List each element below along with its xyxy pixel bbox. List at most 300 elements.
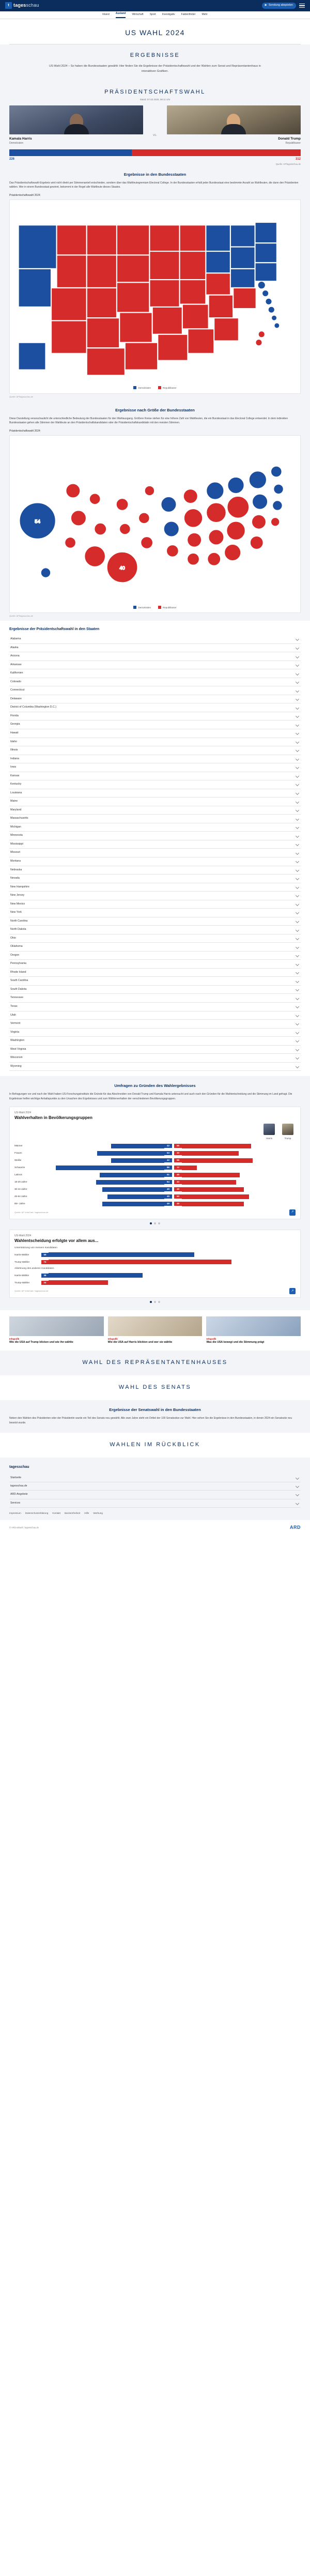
chart1-values: 49 49 — [164, 1202, 182, 1206]
state-accordion-label: Arkansas — [10, 663, 22, 666]
state-accordion-item[interactable] — [9, 1054, 301, 1063]
map-size-heading: Ergebnisse nach Größe der Bundesstaaten — [115, 407, 195, 412]
footer-link[interactable]: Kontakt — [52, 1511, 60, 1514]
chevron-down-icon — [296, 1005, 299, 1008]
chart1-bar-row — [14, 1143, 296, 1149]
footer-title: tagesschau — [9, 1465, 29, 1469]
chevron-down-icon — [296, 885, 299, 889]
map-electoral-credit: Quelle: AP/tagesschau.de — [9, 395, 34, 398]
chart2-bar-row — [14, 1252, 296, 1258]
state-accordion-item[interactable] — [9, 1037, 301, 1046]
chart1-category-label: Weiße — [14, 1158, 22, 1161]
chart2-bar-row — [14, 1280, 296, 1285]
map-electoral-label: Präsidentschaftswahl 2024 — [9, 194, 40, 197]
electors-harris: 226 — [9, 158, 15, 161]
state-accordion-label: Hawaii — [10, 731, 19, 735]
chart1-bar-row — [14, 1201, 296, 1207]
chart1-legend-harris: Harris — [261, 1124, 277, 1141]
state-accordion-item[interactable] — [9, 875, 301, 883]
state-accordion-item[interactable] — [9, 1029, 301, 1037]
chevron-down-icon — [296, 706, 299, 710]
chart1-bar-rep — [182, 1194, 296, 1199]
chevron-down-icon — [296, 877, 299, 880]
state-accordion-label: Arizona — [10, 654, 20, 658]
chart1-bar-rep — [182, 1180, 296, 1185]
teaser-thumbnail-3 — [206, 1316, 301, 1336]
chevron-down-icon — [296, 860, 299, 863]
state-accordion-item[interactable] — [9, 755, 301, 764]
chart1-bar-rep — [182, 1202, 296, 1206]
footer-copyright: © ARD-aktuell / tagesschau.de — [9, 1526, 39, 1529]
chevron-down-icon — [296, 902, 299, 906]
chart2-item-bar — [49, 1280, 296, 1285]
chart2-plot — [14, 1247, 296, 1285]
state-accordion-item[interactable] — [9, 857, 301, 866]
state-accordion-item[interactable] — [9, 1063, 301, 1071]
state-accordion-item[interactable] — [9, 652, 301, 661]
senate-states-description: Neben den Wahlen des Präsidenten oder der Präsidentin wurde ein Teil des Senats neu gewählt. Alle zwei Jahre steht ein Drittel der 100 Senatssitze zur Wahl. Hier sehen Sie die Ergebnisse in den Bundesstaaten, in denen 2024 ein Senatssitz neu besetzt wurde. — [9, 1417, 292, 1424]
chart1-bar-row — [14, 1194, 296, 1200]
footer-accordion-item[interactable] — [9, 1491, 301, 1499]
chevron-down-icon — [296, 731, 299, 735]
state-accordion-item[interactable] — [9, 661, 301, 670]
state-accordion-label: New Jersey — [10, 894, 25, 897]
state-accordion-item[interactable] — [9, 952, 301, 960]
chevron-down-icon — [296, 748, 299, 752]
nav-item-ausland[interactable]: Ausland — [116, 12, 126, 18]
map-size-frame[interactable] — [9, 435, 301, 613]
state-accordion-label: Idaho — [10, 740, 17, 743]
teaser-card-2[interactable] — [108, 1316, 203, 1344]
chart1-bar-dem — [51, 1173, 164, 1177]
footer-item-label: ARD-Angebote — [10, 1493, 28, 1496]
state-accordion-label: Wisconsin — [10, 1056, 23, 1060]
state-accordion-label: Utah — [10, 1013, 16, 1017]
chevron-down-icon — [296, 680, 299, 684]
state-accordion-label: Ohio — [10, 936, 16, 940]
play-broadcast-button[interactable] — [262, 3, 296, 9]
chart2-item-bar — [49, 1260, 296, 1264]
state-accordion-label: Virginia — [10, 1030, 20, 1034]
state-accordion-item[interactable] — [9, 1046, 301, 1054]
chevron-down-icon — [296, 954, 299, 957]
state-accordion-label: Alaska — [10, 646, 19, 649]
share-icon-2[interactable]: ↗ — [289, 1288, 296, 1294]
state-accordion-item[interactable] — [9, 669, 301, 678]
chart2-title: Wahlentscheidung erfolgte vor allem aus... — [14, 1238, 99, 1243]
footer-link[interactable]: Hilfe — [84, 1511, 89, 1514]
state-accordion-item[interactable] — [9, 738, 301, 747]
state-accordion-item[interactable] — [9, 712, 301, 721]
legend-avatar-harris — [264, 1124, 275, 1135]
chart1-values: 49 49 — [164, 1187, 182, 1191]
chart1-bar-dem — [51, 1194, 164, 1199]
state-accordion-item[interactable] — [9, 798, 301, 806]
state-accordion-label: Wyoming — [10, 1064, 22, 1068]
teaser-tag-1: Infografik — [9, 1338, 20, 1341]
chart2-group-label: Unterstützung von meinem Kandidaten — [14, 1247, 57, 1250]
candidate-name-harris: Kamala Harris — [9, 137, 32, 141]
legend-rep: Republikaner — [158, 386, 177, 390]
chevron-down-icon — [296, 1065, 299, 1068]
footer-link[interactable]: Impressum — [9, 1511, 21, 1514]
state-accordion-label: New Mexico — [10, 902, 25, 906]
chevron-down-icon — [296, 637, 299, 641]
chevron-down-icon — [296, 971, 299, 974]
survey-heading: Umfragen zu Gründen des Wahlergebnisses — [114, 1083, 196, 1088]
versus-label — [143, 133, 166, 145]
chevron-down-icon — [296, 911, 299, 914]
chevron-down-icon — [296, 1501, 299, 1505]
nav-item-investigativ[interactable]: Investigativ — [162, 13, 175, 17]
state-accordion-item[interactable] — [9, 720, 301, 729]
state-accordion-label: Maine — [10, 800, 18, 803]
state-accordion-label: Delaware — [10, 697, 22, 700]
state-accordion-item[interactable] — [9, 780, 301, 789]
house-section-heading: WAHL DES REPRÄSENTANTENHAUSES — [0, 1351, 310, 1375]
page-title: US WAHL 2024 — [125, 28, 185, 37]
chevron-down-icon — [296, 817, 299, 821]
state-accordion-label: South Carolina — [10, 979, 28, 983]
chevron-down-icon — [296, 774, 299, 778]
state-accordion-label: Washington — [10, 1039, 25, 1042]
footer-accordion-item[interactable] — [9, 1474, 301, 1482]
state-accordion-item[interactable] — [9, 635, 301, 644]
chevron-down-icon — [296, 1048, 299, 1051]
electors-trump: 312 — [295, 158, 301, 161]
chart1-bar-rep — [182, 1158, 296, 1163]
chevron-down-icon — [296, 723, 299, 727]
play-icon: ▶ — [265, 4, 267, 7]
electoral-result-bar — [9, 149, 301, 156]
state-accordion-label: District of Columbia (Washington D.C.) — [10, 706, 56, 709]
candidate-name-trump: Donald Trump — [278, 137, 301, 141]
chart1-legend — [14, 1124, 296, 1141]
state-accordion-item[interactable] — [9, 977, 301, 986]
chevron-down-icon — [296, 765, 299, 769]
play-broadcast-label: Sendung abspielen — [268, 4, 293, 7]
map-electoral-description: Das Präsidentschaftswahl-Ergebnis wird nicht direkt per Stimmenanteil entschieden, sondern über das Wahlleutegremium Electoral College. In der Bundesstaaten erhält jeder Bundesstaat eine bestimmte Anzahl an Wahlleuten, die dann den Präsidenten wählen. Wer in einem Bundesstaat gewinnt, bekommt in der Regel alle Wahlleute dieses Staates. — [9, 181, 299, 189]
presidential-source: Quelle: AP/tagesschau.de — [275, 162, 301, 165]
states-accordion-list — [9, 635, 301, 1071]
footer-section — [0, 1458, 310, 1521]
state-accordion-item[interactable] — [9, 934, 301, 943]
state-accordion-label: South Dakota — [10, 987, 27, 991]
states-accordion-section — [0, 621, 310, 1076]
state-accordion-item[interactable] — [9, 1020, 301, 1029]
state-accordion-item[interactable] — [9, 1003, 301, 1011]
chart-card-vote-reason — [9, 1230, 301, 1298]
map-electoral-section — [0, 166, 310, 402]
teaser-tag-2: Infografik — [107, 1338, 118, 1341]
chevron-down-icon — [296, 757, 299, 761]
teaser-thumbnail-2 — [108, 1316, 203, 1336]
chart2-item-label: Trump-Wähler — [14, 1260, 30, 1263]
teaser-row — [0, 1310, 310, 1351]
chevron-down-icon — [296, 808, 299, 812]
chart2-bar-row — [14, 1272, 296, 1278]
state-accordion-item[interactable] — [9, 900, 301, 909]
chart1-values: 42 56 — [164, 1158, 182, 1162]
state-accordion-item[interactable] — [9, 943, 301, 952]
teaser-card-1[interactable] — [9, 1316, 104, 1344]
senate-section-heading: WAHL DES SENATS — [0, 1375, 310, 1400]
footer-item-label: Services — [10, 1501, 21, 1505]
site-logo[interactable] — [5, 2, 39, 9]
map-size-description: Diese Darstellung veranschaulicht die unterschiedliche Bedeutung der Bundesstaaten für den Wahlausgang. Größere Kreise stehen für eine höhere Zahl von Wahlleuten, die ein Bundesstaat in das Electoral College entsendet. In dem indirekten Bundesstaaten gehen alle Stimmen der Wahlleute an den Präsidentschaftskandidaten oder die Präsidentschaftskandidatin mit den meisten Stimmen. — [9, 417, 288, 425]
state-accordion-item[interactable] — [9, 806, 301, 815]
state-accordion-item[interactable] — [9, 1011, 301, 1020]
chart2-item-value: 24 — [41, 1281, 49, 1285]
state-accordion-label: Tennessee — [10, 996, 24, 1000]
state-accordion-item[interactable] — [9, 815, 301, 823]
chevron-down-icon — [296, 646, 299, 650]
state-accordion-label: Mississippi — [10, 842, 24, 846]
footer-links — [9, 1512, 301, 1515]
state-accordion-label: Nebraska — [10, 868, 22, 871]
state-accordion-item[interactable] — [9, 892, 301, 900]
chart1-bar-rep — [182, 1144, 296, 1148]
state-accordion-label: Iowa — [10, 765, 16, 769]
electoral-counts — [9, 157, 301, 162]
chart1-bar-row — [14, 1187, 296, 1192]
menu-icon[interactable] — [299, 4, 305, 8]
chart2-item-label: Trump-Wähler — [14, 1281, 30, 1284]
state-accordion-label: Missouri — [10, 851, 21, 854]
chart1-bar-row — [14, 1151, 296, 1156]
state-accordion-label: Kalifornien — [10, 671, 23, 675]
footer-item-label: tagesschau.de — [10, 1484, 27, 1488]
state-accordion-label: New York — [10, 911, 22, 914]
map-electoral-frame[interactable] — [9, 200, 301, 394]
nav-item-inland[interactable]: Inland — [102, 13, 110, 17]
chart1-bar-dem — [51, 1158, 164, 1163]
chart1-bar-dem — [51, 1187, 164, 1192]
chart1-category-label: 45-64 Jahre — [14, 1194, 27, 1198]
chevron-down-icon — [296, 894, 299, 897]
chevron-down-icon — [296, 791, 299, 795]
carousel-dots-1[interactable] — [9, 1222, 301, 1224]
state-accordion-item[interactable] — [9, 926, 301, 934]
state-accordion-label: New Hampshire — [10, 885, 29, 888]
chevron-down-icon — [296, 714, 299, 718]
map-size-label: Präsidentschaftswahl 2024 — [9, 430, 40, 433]
chart1-bar-row — [14, 1158, 296, 1163]
svg-text:40: 40 — [119, 565, 125, 572]
state-accordion-label: North Carolina — [10, 919, 28, 923]
chart2-item-value: 59 — [41, 1253, 49, 1257]
state-accordion-item[interactable] — [9, 909, 301, 917]
states-accordion-title: Ergebnisse der Präsidentschaftswahl in den Staaten — [9, 627, 100, 632]
chevron-down-icon — [296, 988, 299, 991]
results-intro-section — [0, 44, 310, 83]
chart1-footer — [14, 1209, 296, 1216]
state-accordion-item[interactable] — [9, 823, 301, 832]
share-icon[interactable]: ↗ — [289, 1209, 296, 1216]
footer-items — [9, 1474, 301, 1508]
legend-avatar-trump — [282, 1124, 293, 1135]
chart1-values: 42 55 — [164, 1144, 182, 1148]
chart1-values: 53 45 — [164, 1151, 182, 1155]
state-accordion-item[interactable] — [9, 986, 301, 994]
chart1-values: 51 46 — [164, 1173, 182, 1177]
footer-link[interactable]: Datenschutzerklärung — [25, 1511, 49, 1514]
teaser-title-3: Was die USA bewegt und die Stimmung prägt — [206, 1341, 265, 1344]
chevron-down-icon — [296, 825, 299, 829]
state-accordion-label: North Dakota — [10, 928, 26, 931]
ard-logo: ARD — [290, 1525, 301, 1530]
state-accordion-item[interactable] — [9, 883, 301, 892]
chart1-values: 45 53 — [164, 1194, 182, 1199]
chart1-bar-row — [14, 1179, 296, 1185]
state-accordion-label: Illinois — [10, 748, 18, 752]
chart2-kicker: US-Wahl 2024 — [14, 1234, 32, 1237]
chart1-bar-dem — [51, 1151, 164, 1156]
chart1-bar-dem — [51, 1166, 164, 1170]
state-accordion-item[interactable] — [9, 994, 301, 1003]
chart1-category-label: 30-44 Jahre — [14, 1187, 27, 1190]
state-accordion-label: Alabama — [10, 637, 21, 641]
nav-item-wirtschaft[interactable]: Wirtschaft — [132, 13, 144, 17]
chart2-footer — [14, 1288, 296, 1294]
state-accordion-item[interactable] — [9, 644, 301, 653]
state-accordion-item[interactable] — [9, 917, 301, 926]
chart2-item-bar — [49, 1252, 296, 1257]
chart1-bar-rep — [182, 1187, 296, 1192]
chevron-down-icon — [296, 740, 299, 744]
chart2-group-label: Ablehnung des anderen Kandidaten — [14, 1267, 54, 1270]
main-nav — [0, 11, 310, 19]
top-bar-right — [262, 3, 305, 9]
state-accordion-item[interactable] — [9, 686, 301, 695]
chart1-source: Quelle: AP VoteCast / tagesschau.de — [14, 1210, 49, 1214]
state-accordion-item[interactable] — [9, 866, 301, 875]
chevron-down-icon — [296, 979, 299, 983]
chevron-down-icon — [296, 937, 299, 940]
teaser-card-3[interactable] — [206, 1316, 301, 1344]
state-accordion-label: Kentucky — [10, 783, 22, 786]
chart1-bar-row — [14, 1165, 296, 1171]
teaser-title-1: Wie die USA auf Trump blicken und wie ihn wählte — [9, 1341, 73, 1344]
chart2-bar-row — [14, 1259, 296, 1265]
footer-accordion-item[interactable] — [9, 1482, 301, 1491]
chevron-down-icon — [296, 945, 299, 949]
results-intro-text: US-Wahl 2024 – So haben die Bundesstaaten gewählt: Hier finden Sie die Ergebnisse der Präsidentschaftswahl und der Wahlen zum Senat und Repräsentantenhaus in interaktiven Grafiken. — [49, 65, 261, 73]
teaser-thumbnail-1 — [9, 1316, 104, 1336]
state-accordion-item[interactable] — [9, 678, 301, 687]
survey-description: In Befragungen vor und nach der Wahl haben US-Forschungsinstitute die Gründe für das Abschneiden von Donald Trump und Kamala Harris untersucht und auch nach den Gründen für die Wahlentscheidung und die Stimmung im Land gefragt. Die Ergebnisse helfen wichtige Anhaltspunkte zu den Ursachen des Ergebnisses und zum Wählerverhalten der verschiedenen Bevölkerungsgruppen. — [9, 1093, 292, 1100]
state-accordion-item[interactable] — [9, 969, 301, 977]
chart1-category-label: 18-29 Jahre — [14, 1180, 27, 1183]
nav-item-mehr[interactable]: Mehr — [202, 13, 208, 17]
chart1-category-label: Schwarze — [14, 1166, 25, 1169]
state-accordion-label: Oklahoma — [10, 945, 23, 948]
nav-item-faktenfinder[interactable]: Faktenfinder — [181, 13, 196, 17]
teaser-tag-3: Infografik — [206, 1338, 216, 1341]
state-accordion-label: Indiana — [10, 757, 20, 760]
chevron-down-icon — [296, 842, 299, 846]
state-accordion-label: Texas — [10, 1005, 18, 1008]
chart1-title: Wahlverhalten in Bevölkerungsgruppen — [14, 1115, 92, 1120]
chart1-bar-rep — [182, 1166, 296, 1170]
state-accordion-label: Georgia — [10, 723, 20, 726]
state-accordion-item[interactable] — [9, 960, 301, 969]
state-accordion-item[interactable] — [9, 729, 301, 738]
chart-card-voting-groups — [9, 1107, 301, 1219]
state-accordion-item[interactable] — [9, 763, 301, 772]
results-heading: ERGEBNISSE — [130, 52, 180, 59]
map-electoral-heading: Ergebnisse in den Bundesstaaten — [123, 172, 187, 177]
state-accordion-label: Oregon — [10, 953, 20, 957]
chevron-down-icon — [296, 962, 299, 966]
chart1-values: 54 43 — [164, 1180, 182, 1184]
chevron-down-icon — [296, 868, 299, 872]
chevron-down-icon — [296, 1493, 299, 1496]
footer-link[interactable]: Barrierefreiheit — [64, 1511, 81, 1514]
chart1-bar-rep — [182, 1173, 296, 1177]
usa-bubble-map[interactable] — [13, 439, 297, 603]
logo-mark-icon: t — [5, 2, 12, 9]
chevron-down-icon — [296, 1014, 299, 1017]
candidate-row — [9, 105, 301, 145]
chevron-down-icon — [296, 1484, 299, 1488]
state-accordion-label: Florida — [10, 714, 19, 717]
survey-section — [0, 1076, 310, 1310]
state-accordion-label: Michigan — [10, 825, 21, 829]
chevron-down-icon — [296, 1031, 299, 1034]
state-accordion-label: Connecticut — [10, 688, 25, 692]
chevron-down-icon — [296, 663, 299, 667]
nav-item-sport[interactable]: Sport — [149, 13, 156, 17]
chart2-item-label: Harris-Wähler — [14, 1253, 29, 1256]
state-accordion-item[interactable] — [9, 703, 301, 712]
state-accordion-item[interactable] — [9, 832, 301, 840]
chart2-item-label: Harris-Wähler — [14, 1274, 29, 1277]
chart1-category-label: Frauen — [14, 1151, 22, 1154]
state-accordion-label: Kansas — [10, 774, 20, 777]
footer-accordion-item[interactable] — [9, 1499, 301, 1508]
state-accordion-label: Nevada — [10, 877, 20, 880]
carousel-dots-2[interactable] — [9, 1301, 301, 1303]
chart2-item-value: 38 — [41, 1274, 49, 1278]
state-accordion-item[interactable] — [9, 840, 301, 849]
state-accordion-item[interactable] — [9, 789, 301, 798]
legend-size-rep: Republikaner — [158, 606, 177, 610]
chevron-down-icon — [296, 919, 299, 923]
senate-states-section — [0, 1400, 310, 1432]
state-accordion-label: Pennsylvania — [10, 962, 26, 965]
state-accordion-item[interactable] — [9, 772, 301, 781]
candidate-trump — [167, 105, 301, 145]
map-size-credit: Quelle: AP/tagesschau.de — [9, 615, 34, 618]
usa-choropleth-map[interactable] — [13, 203, 297, 384]
logo-text: tagesschau — [13, 3, 39, 8]
chevron-down-icon — [296, 928, 299, 931]
footer-link[interactable]: Werbung — [93, 1511, 103, 1514]
state-accordion-item[interactable] — [9, 695, 301, 704]
presidential-section — [0, 83, 310, 166]
state-accordion-label: Louisiana — [10, 791, 22, 794]
chart1-category-label: Männer — [14, 1144, 23, 1147]
svg-text:54: 54 — [35, 519, 40, 525]
state-accordion-item[interactable] — [9, 849, 301, 857]
senate-states-heading: Ergebnisse der Senatswahl in den Bundesstaaten — [109, 1407, 201, 1413]
map-size-legend — [13, 606, 297, 610]
map-electoral-legend — [13, 386, 297, 390]
map-size-section — [0, 402, 310, 621]
state-accordion-item[interactable] — [9, 746, 301, 755]
chevron-down-icon — [296, 996, 299, 1000]
